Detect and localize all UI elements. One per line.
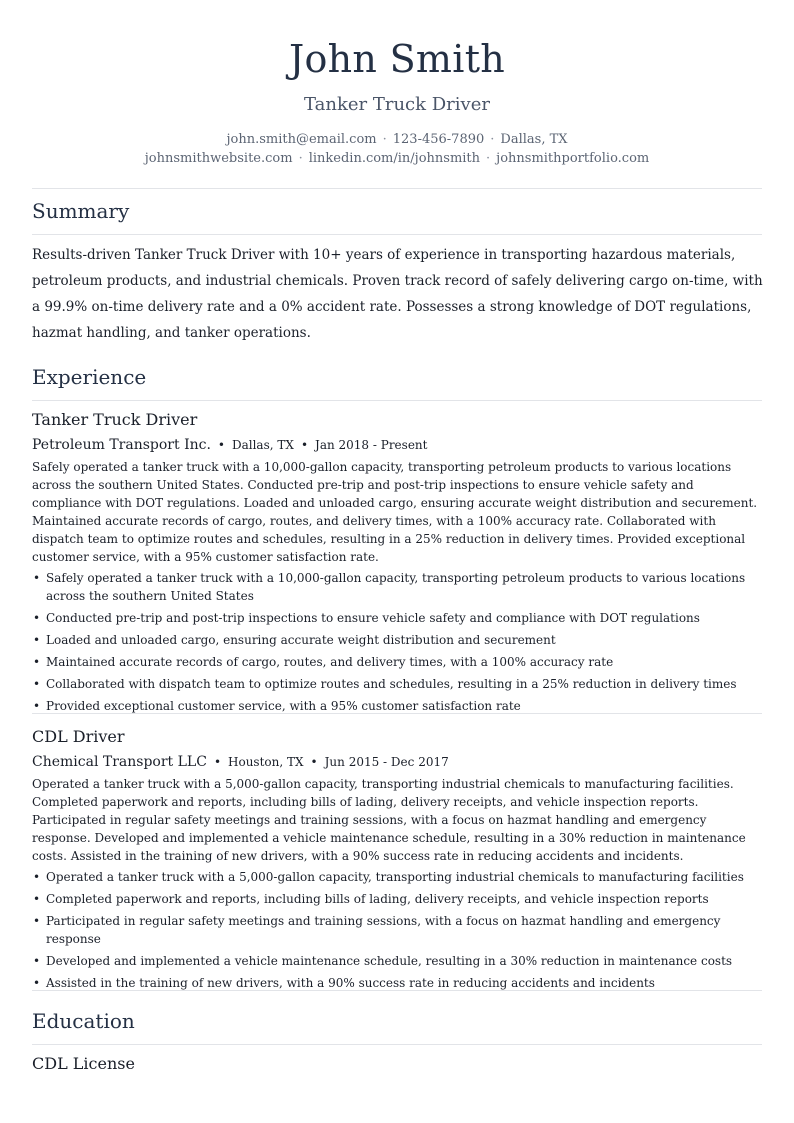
bullet-text: Collaborated with dispatch team to optimize routes and schedules, resulting in a 25% reduction in delivery times (46, 677, 737, 691)
section-divider (32, 990, 762, 991)
job-dates: Jun 2015 - Dec 2017 (324, 755, 449, 769)
resume-header (0, 0, 794, 168)
education-divider (32, 1044, 762, 1045)
email-link[interactable]: john.smith@email.com (226, 132, 377, 147)
job-title: Tanker Truck Driver (32, 410, 198, 429)
contact-info (0, 130, 794, 168)
job-divider (32, 713, 762, 714)
education-heading: Education (32, 1009, 135, 1033)
portfolio-link[interactable]: johnsmithportfolio.com (496, 151, 650, 166)
contact-separator: · (486, 151, 491, 166)
meta-separator: • (310, 755, 318, 769)
bullet-text: Provided exceptional customer service, with a 95% customer satisfaction rate (46, 699, 521, 713)
meta-separator: • (213, 755, 222, 769)
job-bullet (32, 631, 764, 649)
summary-divider (32, 234, 762, 235)
phone-number[interactable]: 123-456-7890 (392, 132, 485, 147)
job-title: CDL Driver (32, 727, 125, 746)
job-bullet (32, 609, 764, 627)
job-description: Safely operated a tanker truck with a 10,000-gallon capacity, transporting petroleum products to various locations across the southern United States. Conducted pre-trip and post-trip inspections to ensure vehicle safety and compliance with DOT regulations. Loaded and unloaded cargo, ensuring accurate weight distribution and securement. Maintained accurate records of cargo, routes, and delivery times, with a 100% accuracy rate. Collaborated with dispatch team to optimize routes and schedules, resulting in a 25% reduction in delivery times. Provided exceptional customer service, with a 95% customer satisfaction rate. (32, 460, 758, 564)
job-bullets (32, 868, 764, 992)
contact-separator: · (490, 132, 495, 147)
meta-separator: • (217, 438, 225, 452)
bullet-marker: • (33, 571, 41, 585)
location: Dallas, TX (500, 132, 568, 147)
summary-text: Results-driven Tanker Truck Driver with 10+ years of experience in transporting hazardous materials, petroleum products, and industrial chemicals. Proven track record of safely delivering cargo on-time, with a 99.9% on-time delivery rate and a 0% accident rate. Possesses a strong knowledge of DOT regulations, hazmat handling, and tanker operations. (32, 247, 763, 341)
bullet-marker: • (33, 914, 41, 928)
job-entry (32, 726, 764, 996)
job-entry (32, 409, 764, 719)
company-name: Petroleum Transport Inc. (32, 437, 211, 453)
bullet-marker: • (33, 677, 41, 691)
candidate-title: Tanker Truck Driver (304, 94, 490, 115)
job-bullet (32, 890, 764, 908)
bullet-marker: • (33, 954, 41, 968)
bullet-text: Assisted in the training of new drivers, with a 90% success rate in reducing accidents and incidents (46, 976, 655, 990)
bullet-text: Conducted pre-trip and post-trip inspections to ensure vehicle safety and compliance with DOT regulations (46, 611, 700, 625)
bullet-text: Developed and implemented a vehicle maintenance schedule, resulting in a 30% reduction in maintenance costs (46, 954, 733, 968)
bullet-text: Completed paperwork and reports, including bills of lading, delivery receipts, and vehicle inspection reports (46, 892, 709, 906)
job-meta (32, 752, 764, 772)
job-bullet (32, 912, 764, 948)
bullet-text: Loaded and unloaded cargo, ensuring accurate weight distribution and securement (46, 633, 556, 647)
linkedin-link[interactable]: linkedin.com/in/johnsmith (308, 151, 481, 166)
bullet-marker: • (33, 976, 41, 990)
bullet-marker: • (33, 870, 41, 884)
job-bullet (32, 675, 764, 693)
summary-heading: Summary (32, 199, 130, 223)
bullet-marker: • (33, 611, 41, 625)
bullet-marker: • (33, 892, 41, 906)
bullet-text: Participated in regular safety meetings and training sessions, with a focus on hazmat handling and emergency response (46, 914, 721, 946)
education-item-title: CDL License (32, 1054, 135, 1073)
job-bullet (32, 569, 764, 605)
job-dates: Jan 2018 - Present (315, 438, 428, 452)
contact-line-1 (0, 130, 794, 149)
job-bullet (32, 952, 764, 970)
bullet-text: Operated a tanker truck with a 5,000-gallon capacity, transporting industrial chemicals to manufacturing facilities (46, 870, 744, 884)
experience-divider (32, 400, 762, 401)
job-bullet (32, 653, 764, 671)
meta-separator: • (300, 438, 309, 452)
job-meta (32, 435, 764, 455)
bullet-text: Safely operated a tanker truck with a 10,000-gallon capacity, transporting petroleum products to various locations across the southern United States (46, 571, 746, 603)
job-location: Dallas, TX (231, 438, 294, 452)
bullet-marker: • (33, 655, 41, 669)
header-divider (32, 188, 762, 189)
job-description: Operated a tanker truck with a 5,000-gallon capacity, transporting industrial chemicals to manufacturing facilities. Completed paperwork and reports, including bills of lading, delivery receipts, and vehicle inspection reports. Participated in regular safety meetings and training sessions, with a focus on hazmat handling and emergency response. Developed and implemented a vehicle maintenance schedule, resulting in a 30% reduction in maintenance costs. Assisted in the training of new drivers, with a 90% success rate in reducing accidents and incidents. (32, 777, 746, 863)
contact-separator: · (298, 151, 303, 166)
experience-heading: Experience (32, 365, 147, 389)
contact-separator: · (382, 132, 387, 147)
candidate-name: John Smith (288, 37, 506, 81)
bullet-marker: • (33, 633, 41, 647)
job-bullets (32, 569, 764, 715)
company-name: Chemical Transport LLC (32, 754, 207, 770)
website-link[interactable]: johnsmithwebsite.com (144, 151, 293, 166)
bullet-marker: • (33, 699, 41, 713)
job-bullet (32, 868, 764, 886)
job-location: Houston, TX (228, 755, 304, 769)
contact-line-2 (0, 149, 794, 168)
bullet-text: Maintained accurate records of cargo, routes, and delivery times, with a 100% accuracy rate (46, 655, 614, 669)
